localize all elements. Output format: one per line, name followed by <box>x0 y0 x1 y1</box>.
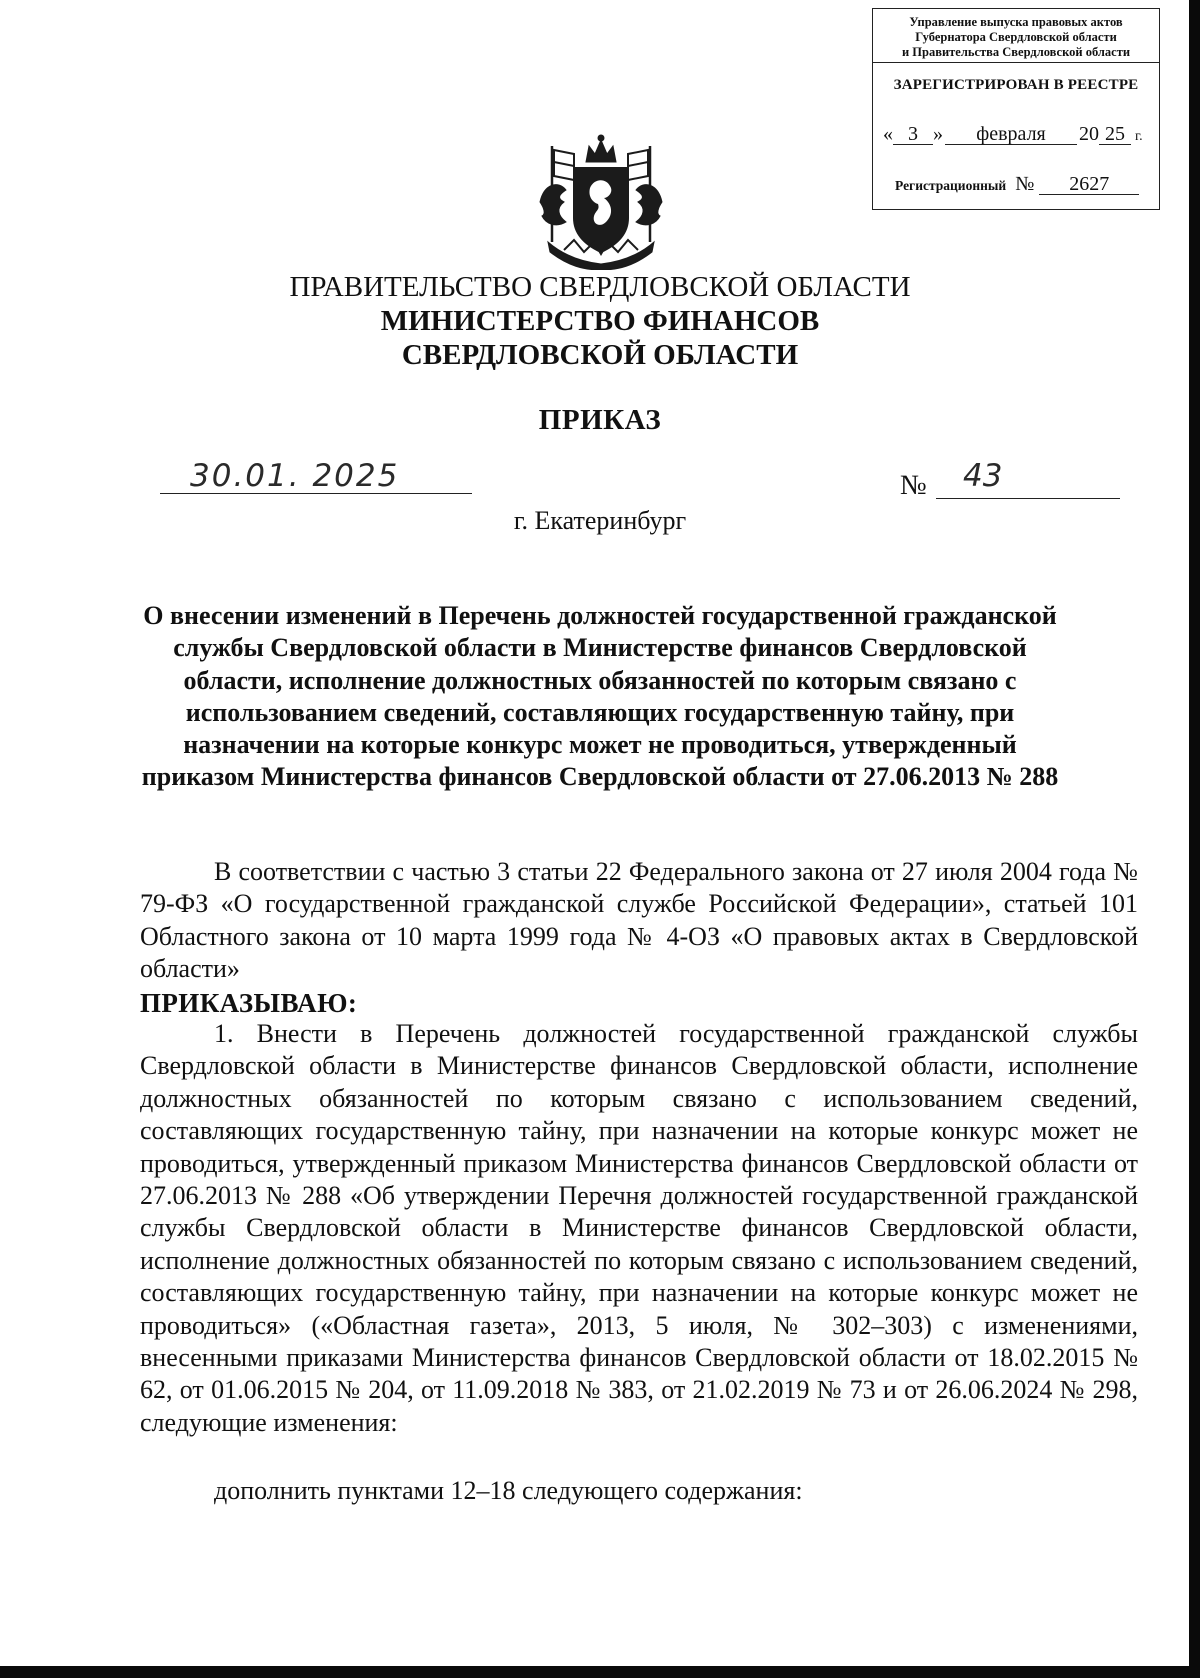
stamp-header-line: Губернатора Свердловской области <box>915 30 1117 44</box>
ministry-name-line2: СВЕРДЛОВСКОЙ ОБЛАСТИ <box>401 339 799 371</box>
stamp-day: 3 <box>893 124 933 145</box>
page-edge-bottom <box>0 1666 1200 1678</box>
ministry-name-line1: МИНИСТЕРСТВО ФИНАНСОВ <box>380 305 820 337</box>
order-date: 30.01. 2025 <box>190 458 400 494</box>
document-type: ПРИКАЗ <box>538 404 662 436</box>
item-1-paragraph: 1. Внести в Перечень должностей государственной гражданской службы Свердловской области в Министерстве финансов Свердловской области, исполнение должностных обязанностей по которым связано с использованием сведений, составляющих государственную тайну, при назначении на которые конкурс может не проводиться, утвержденный приказом Министерства финансов Свердловской области от 27.06.2013 № 288 «Об утверждении Перечня должностей государственной гражданской службы Свердловской области в Министерстве финансов Свердловской области, исполнение должностных обязанностей по которым связано с использованием сведений, составляющих государственную тайну, при назначении на которые конкурс может не проводиться» («Областная газета», 2013, 5 июля, № 302–303) с изменениями, внесенными приказами Министерства финансов Свердловской области от 18.02.2015 № 62, от 01.06.2015 № 204, от 11.09.2018 № 383, от 21.02.2019 № 73 и от 26.06.2024 № 298, следующие изменения: <box>140 1019 1138 1437</box>
stamp-reg-label: Регистрационный <box>895 178 1007 193</box>
stamp-reg-number <box>895 173 1151 196</box>
stamp-header-line: Управление выпуска правовых актов <box>909 15 1123 29</box>
stamp-close-quote: » <box>933 123 943 145</box>
stamp-year-prefix: 20 <box>1079 123 1099 145</box>
order-number: 43 <box>963 458 1003 494</box>
stamp-year-suffix: 25 <box>1099 124 1131 145</box>
government-name: ПРАВИТЕЛЬСТВО СВЕРДЛОВСКОЙ ОБЛАСТИ <box>289 271 911 303</box>
order-num-sign: № <box>900 470 927 501</box>
stamp-num-sign: № <box>1015 173 1035 195</box>
city: г. Екатеринбург <box>513 506 687 535</box>
stamp-reg-value: 2627 <box>1039 174 1139 195</box>
sverdlovsk-coat-of-arms-icon <box>534 132 668 270</box>
stamp-header <box>873 9 1159 63</box>
stamp-registered-label: ЗАРЕГИСТРИРОВАН В РЕЕСТРЕ <box>893 77 1139 93</box>
date-underline <box>160 493 472 494</box>
command-word: ПРИКАЗЫВАЮ: <box>140 988 358 1018</box>
stamp-date <box>883 123 1151 146</box>
page-edge-right <box>1189 0 1200 1678</box>
stamp-header-line: и Правительства Свердловской области <box>901 45 1131 59</box>
registration-stamp <box>872 8 1160 210</box>
stamp-month: февраля <box>945 124 1077 145</box>
item-1-subparagraph: дополнить пунктами 12–18 следующего содержания: <box>214 1476 803 1505</box>
preamble-paragraph: В соответствии с частью 3 статьи 22 Федерального закона от 27 июля 2004 года № 79-ФЗ «О государственной гражданской службе Российской Федерации», статьей 101 Областного закона от 10 марта 1999 года № 4-ОЗ «О правовых актах в Свердловской области» <box>140 857 1138 984</box>
stamp-open-quote: « <box>883 123 893 145</box>
order-title: О внесении изменений в Перечень должностей государственной гражданской службы Свердловской области в Министерстве финансов Свердловской области, исполнение должностных обязанностей по которым связано с использованием сведений, составляющих государственную тайну, при назначении на которые конкурс может не проводиться, утвержденный приказом Министерства финансов Свердловской области от 27.06.2013 № 288 <box>141 601 1059 792</box>
number-underline <box>936 498 1120 499</box>
stamp-year-abbr: г. <box>1135 129 1143 144</box>
